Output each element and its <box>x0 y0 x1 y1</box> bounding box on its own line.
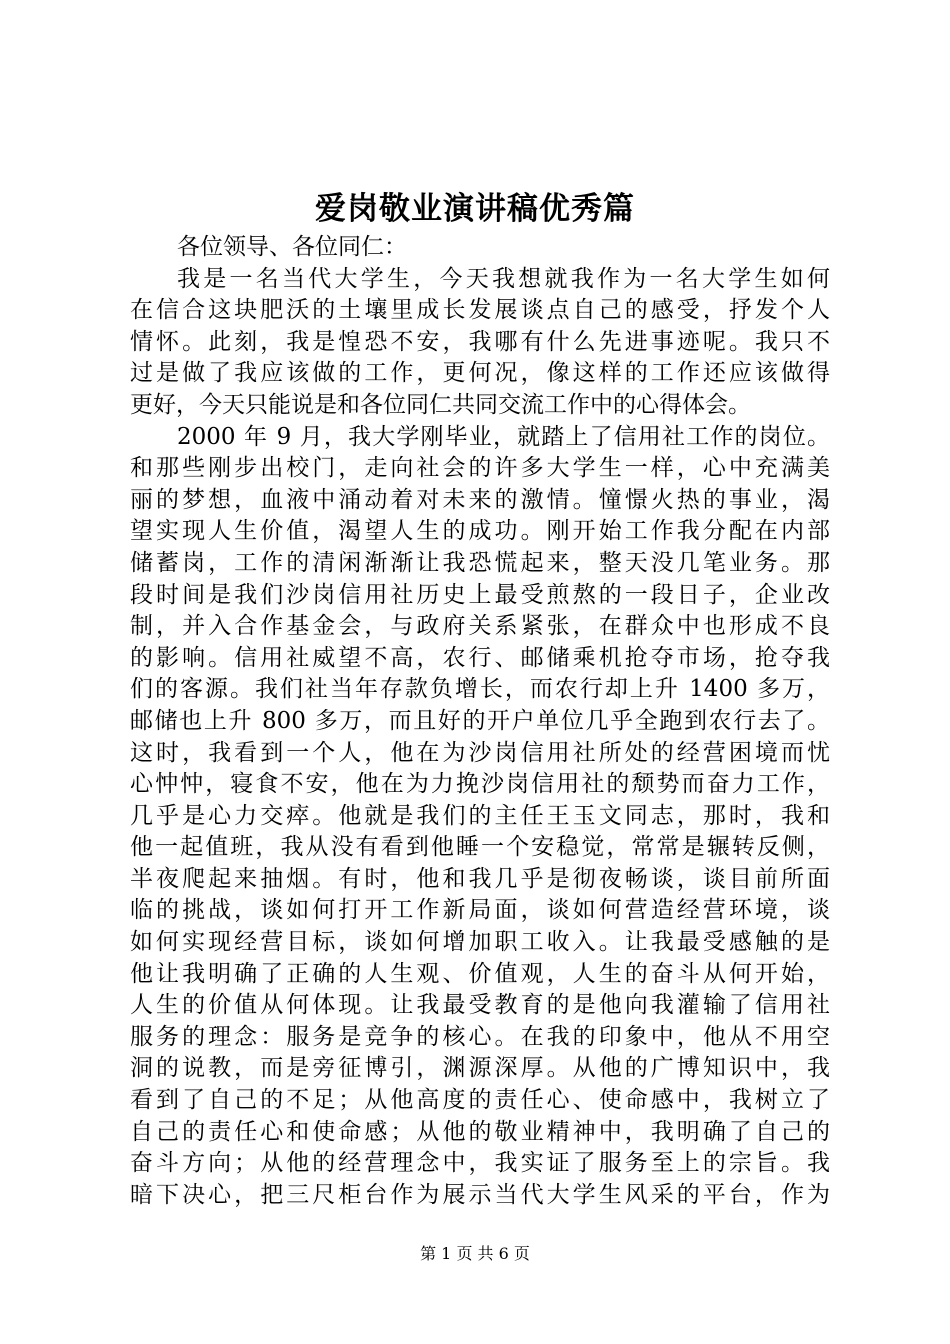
body-line: 如何实现经营目标，谈如何增加职工收入。让我最受感触的是 <box>130 929 830 956</box>
body-line: 他一起值班，我从没有看到他睡一个安稳觉，常常是辗转反侧， <box>130 834 830 861</box>
body-line: 奋斗方向；从他的经营理念中，我实证了服务至上的宗旨。我 <box>130 1150 830 1177</box>
body-line: 临的挑战，谈如何打开工作新局面，谈如何营造经营环境，谈 <box>130 897 830 924</box>
body-line: 在信合这块肥沃的土壤里成长发展谈点自己的感受，抒发个人 <box>130 297 830 324</box>
body-line: 暗下决心，把三尺柜台作为展示当代大学生风采的平台，作为 <box>130 1181 830 1208</box>
body-line: 这时，我看到一个人，他在为沙岗信用社所处的经营困境而忧 <box>130 739 830 766</box>
body-line: 各位领导、各位同仁： <box>177 234 407 260</box>
body-line: 储蓄岗，工作的清闲渐渐让我恐慌起来，整天没几笔业务。那 <box>130 549 830 576</box>
body-line: 洞的说教，而是旁征博引，渊源深厚。从他的广博知识中，我 <box>130 1055 830 1082</box>
body-line: 望实现人生价值，渴望人生的成功。刚开始工作我分配在内部 <box>130 518 830 545</box>
body-line: 我是一名当代大学生，今天我想就我作为一名大学生如何 <box>177 265 830 292</box>
body-line: 段时间是我们沙岗信用社历史上最受煎熬的一段日子，企业改 <box>130 581 830 608</box>
body-line: 2000 年 9 月，我大学刚毕业，就踏上了信用社工作的岗位。 <box>177 423 830 450</box>
body-line: 自己的责任心和使命感；从他的敬业精神中，我明确了自己的 <box>130 1118 830 1145</box>
body-line: 心忡忡，寝食不安，他在为力挽沙岗信用社的颓势而奋力工作， <box>130 771 830 798</box>
body-line: 几乎是心力交瘁。他就是我们的主任王玉文同志，那时，我和 <box>130 802 830 829</box>
body-line: 半夜爬起来抽烟。有时，他和我几乎是彻夜畅谈，谈目前所面 <box>130 865 830 892</box>
body-line: 人生的价值从何体现。让我最受教育的是他向我灌输了信用社 <box>130 992 830 1019</box>
body-line: 他让我明确了正确的人生观、价值观，人生的奋斗从何开始， <box>130 960 830 987</box>
body-line: 邮储也上升 800 多万，而且好的开户单位几乎全跑到农行去了。 <box>130 707 830 734</box>
page-footer: 第 1 页 共 6 页 <box>420 1244 530 1263</box>
document-body <box>130 232 830 1211</box>
body-line: 过是做了我应该做的工作，更何况，像这样的工作还应该做得 <box>130 360 830 387</box>
body-line: 更好，今天只能说是和各位同仁共同交流工作中的心得体会。 <box>130 391 751 418</box>
body-line: 情怀。此刻，我是惶恐不安，我哪有什么先进事迹呢。我只不 <box>130 328 830 355</box>
body-line: 看到了自己的不足；从他高度的责任心、使命感中，我树立了 <box>130 1087 830 1114</box>
body-line: 的影响。信用社威望不高，农行、邮储乘机抢夺市场，抢夺我 <box>130 644 830 671</box>
body-line: 服务的理念：服务是竞争的核心。在我的印象中，他从不用空 <box>130 1023 830 1050</box>
document-title: 爱岗敬业演讲稿优秀篇 <box>315 191 635 227</box>
body-line: 丽的梦想，血液中涌动着对未来的激情。憧憬火热的事业，渴 <box>130 486 830 513</box>
body-line: 制，并入合作基金会，与政府关系紧张，在群众中也形成不良 <box>130 613 830 640</box>
body-line: 和那些刚步出校门，走向社会的许多大学生一样，心中充满美 <box>130 455 830 482</box>
body-line: 们的客源。我们社当年存款负增长，而农行却上升 1400 多万， <box>130 676 830 703</box>
